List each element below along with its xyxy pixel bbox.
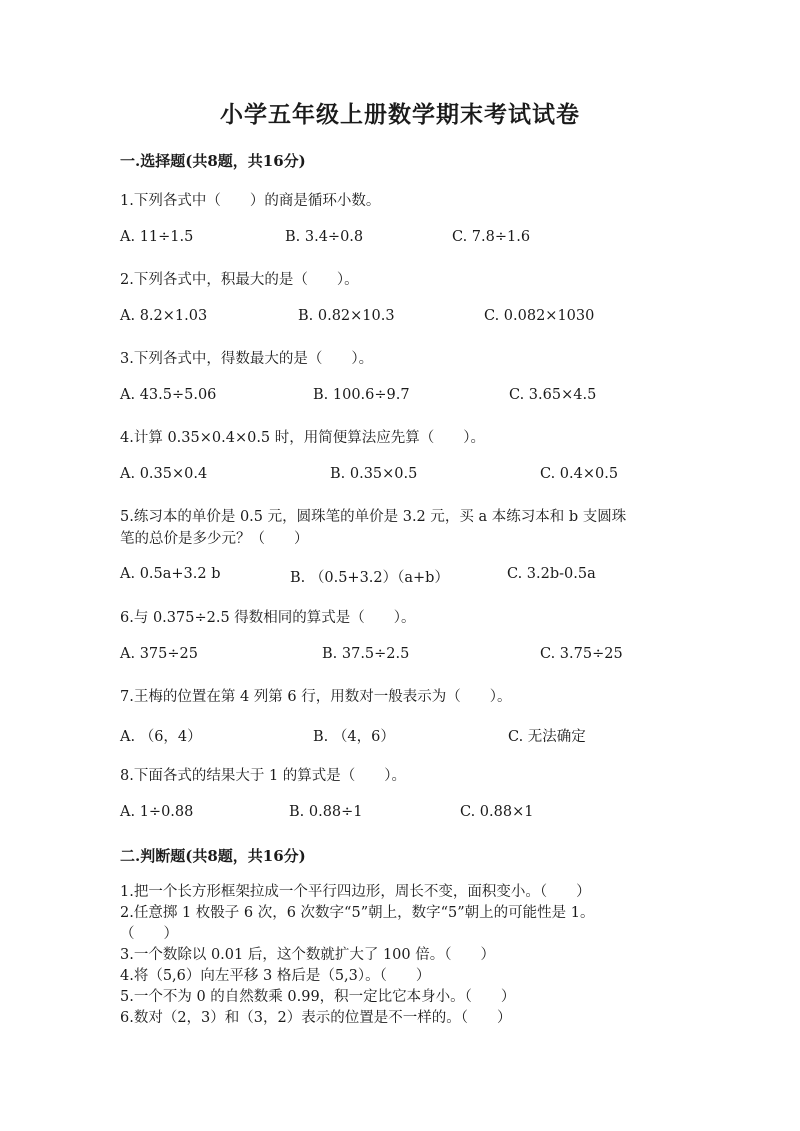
section-heading-multiple-choice: 一.选择题(共8题，共16分) xyxy=(120,152,306,170)
option-c: C. 0.4×0.5 xyxy=(540,466,619,482)
option-c: C. 0.082×1030 xyxy=(484,308,595,324)
question-stem: 3.下列各式中，得数最大的是（ ）。 xyxy=(120,351,374,367)
true-false-item: 1.把一个长方形框架拉成一个平行四边形，周长不变，面积变小。（ ） xyxy=(120,884,591,900)
question-stem: 8.下面各式的结果大于 1 的算式是（ ）。 xyxy=(120,768,407,784)
option-a: A. 1÷0.88 xyxy=(120,804,194,820)
option-a: A. （6，4） xyxy=(120,729,202,745)
option-c: C. 3.2b-0.5a xyxy=(507,566,596,582)
true-false-item: 3.一个数除以 0.01 后，这个数就扩大了 100 倍。（ ） xyxy=(120,947,495,963)
option-b: B. 0.82×10.3 xyxy=(298,308,395,324)
option-b: B. 3.4÷0.8 xyxy=(285,229,364,245)
question-stem: 4.计算 0.35×0.4×0.5 时，用简便算法应先算（ ）。 xyxy=(120,430,486,446)
question-stem: 5.练习本的单价是 0.5 元，圆珠笔的单价是 3.2 元，买 a 本练习本和 b 支圆珠 xyxy=(120,509,627,525)
option-a: A. 8.2×1.03 xyxy=(120,308,208,324)
option-b: B. 37.5÷2.5 xyxy=(322,646,410,662)
option-a: A. 11÷1.5 xyxy=(120,229,194,245)
option-b: B. 0.88÷1 xyxy=(289,804,363,820)
option-a: A. 0.35×0.4 xyxy=(120,466,208,482)
true-false-item-continued: （ ） xyxy=(120,926,178,942)
option-c: C. 7.8÷1.6 xyxy=(452,229,531,245)
option-c: C. 0.88×1 xyxy=(460,804,534,820)
option-b: B. 100.6÷9.7 xyxy=(313,387,410,403)
true-false-item: 6.数对（2，3）和（3，2）表示的位置是不一样的。（ ） xyxy=(120,1010,512,1026)
true-false-item: 5.一个不为 0 的自然数乘 0.99，积一定比它本身小。（ ） xyxy=(120,989,516,1005)
true-false-item: 2.任意掷 1 枚骰子 6 次，6 次数字“5”朝上，数字“5”朝上的可能性是 1。 xyxy=(120,905,595,921)
section-heading-true-false: 二.判断题(共8题，共16分) xyxy=(120,847,306,865)
question-stem: 7.王梅的位置在第 4 列第 6 行，用数对一般表示为（ ）。 xyxy=(120,689,512,705)
option-b: B. 0.35×0.5 xyxy=(330,466,418,482)
option-c: C. 无法确定 xyxy=(508,729,586,745)
option-a: A. 43.5÷5.06 xyxy=(120,387,217,403)
option-c: C. 3.75÷25 xyxy=(540,646,623,662)
page-title: 小学五年级上册数学期末考试试卷 xyxy=(220,101,580,128)
question-stem: 2.下列各式中，积最大的是（ ）。 xyxy=(120,272,359,288)
question-stem: 1.下列各式中（ ）的商是循环小数。 xyxy=(120,193,381,209)
option-b: B. （0.5+3.2）（a+b） xyxy=(290,570,449,586)
question-stem-continued: 笔的总价是多少元？（ ） xyxy=(120,531,309,547)
option-c: C. 3.65×4.5 xyxy=(509,387,597,403)
question-stem: 6.与 0.375÷2.5 得数相同的算式是（ ）。 xyxy=(120,610,416,626)
option-b: B. （4，6） xyxy=(313,729,395,745)
option-a: A. 375÷25 xyxy=(120,646,198,662)
true-false-item: 4.将（5,6）向左平移 3 格后是（5,3）。（ ） xyxy=(120,968,431,984)
option-a: A. 0.5a+3.2 b xyxy=(120,566,221,582)
